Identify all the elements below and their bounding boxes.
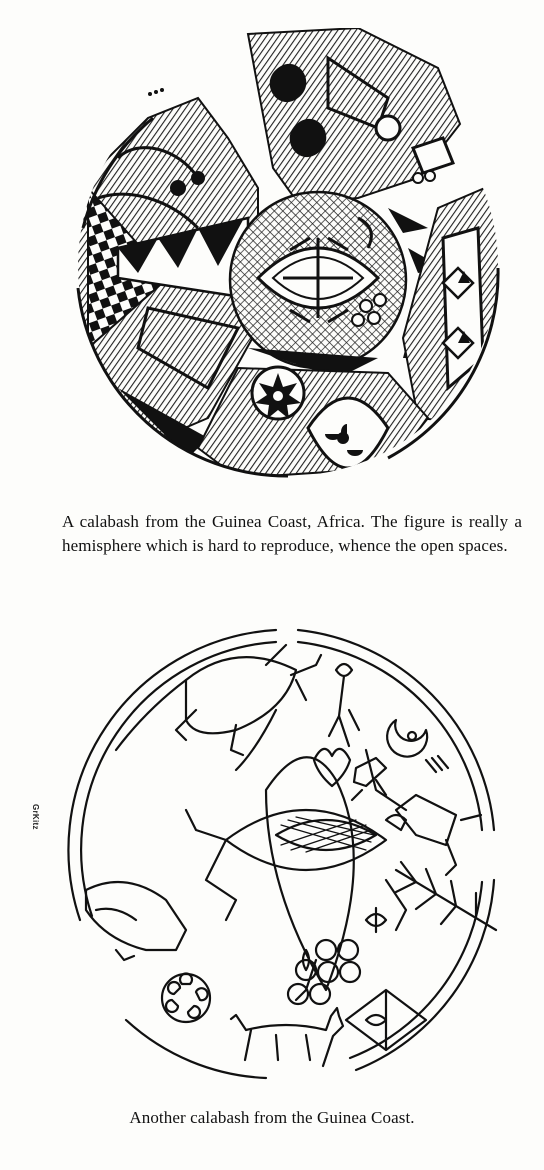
calabash-illustration-2 (66, 620, 506, 1080)
artist-signature: GrKitz (31, 804, 40, 830)
figure-caption-1: A calabash from the Guinea Coast, Africa. The figure is really a hemisphere which is hard to reproduce, whence the open spaces. (62, 512, 522, 555)
figure-caption-2: Another calabash from the Guinea Coast. (129, 1108, 415, 1127)
calabash-illustration-1 (58, 28, 518, 490)
top-segment (248, 28, 460, 203)
